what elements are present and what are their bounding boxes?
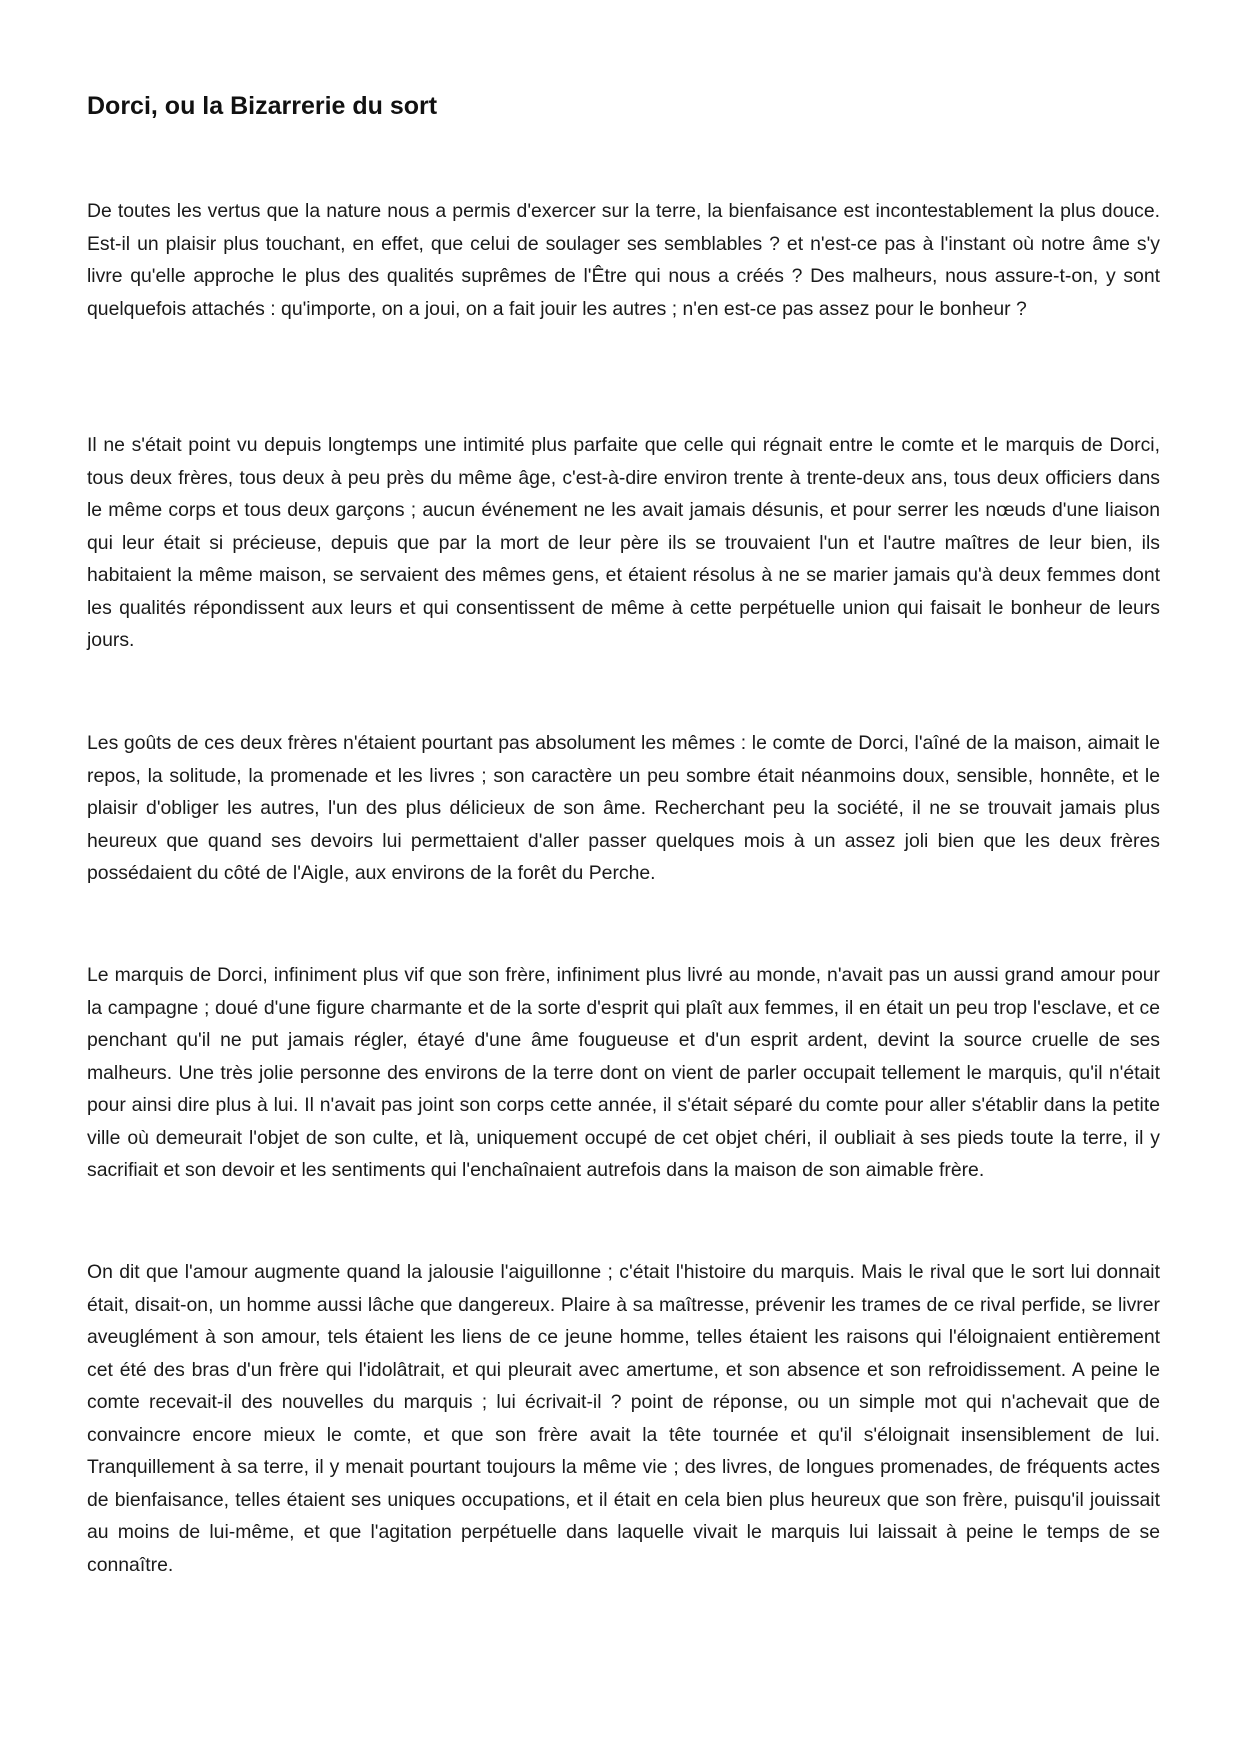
paragraph-2: Il ne s'était point vu depuis longtemps une intimité plus parfaite que celle qui régnait entre le comte et le marquis de Dorci, tous deux frères, tous deux à peu près du même âge, c'est-à-dire environ trente à trente-deux ans, tous deux officiers dans le même corps et tous deux garçons ; aucun événement ne les avait jamais désunis, et pour serrer les nœuds d'une liaison qui leur était si précieuse, depuis que par la mort de leur père ils se trouvaient l'un et l'autre maîtres de leur bien, ils habitaient la même maison, se servaient des mêmes gens, et étaient résolus à ne se marier jamais qu'à deux femmes dont les qualités répondissent aux leurs et qui consentissent de même à cette perpétuelle union qui faisait le bonheur de leurs jours. [87, 434, 1160, 651]
paragraph-5: On dit que l'amour augmente quand la jalousie l'aiguillonne ; c'était l'histoire du marquis. Mais le rival que le sort lui donnait était, disait-on, un homme aussi lâche que dangereux. Plaire à sa maîtresse, prévenir les trames de ce rival perfide, se livrer aveuglément à son amour, tels étaient les liens de ce jeune homme, telles étaient les raisons qui l'éloignaient entièrement cet été des bras d'un frère qui l'idolâtrait, et qui pleurait avec amertume, et son absence et son refroidissement. A peine le comte recevait-il des nouvelles du marquis ; lui écrivait-il ? point de réponse, ou un simple mot qui n'achevait que de convaincre encore mieux le comte, et que son frère avait la tête tournée et qu'il s'éloignait insensiblement de lui. Tranquillement à sa terre, il y menait pourtant toujours la même vie ; des livres, de longues promenades, de fréquents actes de bienfaisance, telles étaient ses uniques occupations, et il était en cela bien plus heureux que son frère, puisqu'il jouissait au moins de lui-même, et que l'agitation perpétuelle dans laquelle vivait le marquis lui laissait à peine le temps de se connaître. [87, 1261, 1160, 1576]
paragraph-4: Le marquis de Dorci, infiniment plus vif que son frère, infiniment plus livré au monde, n'avait pas un aussi grand amour pour la campagne ; doué d'une figure charmante et de la sorte d'esprit qui plaît aux femmes, il en était un peu trop l'esclave, et ce penchant qu'il ne put jamais régler, étayé d'une âme fougueuse et d'un esprit ardent, devint la source cruelle de ses malheurs. Une très jolie personne des environs de la terre dont on vient de parler occupait tellement le marquis, qu'il n'était pour ainsi dire plus à lui. Il n'avait pas joint son corps cette année, il s'était séparé du comte pour aller s'établir dans la petite ville où demeurait l'objet de son culte, et là, uniquement occupé de cet objet chéri, il oubliait à ses pieds toute la terre, il y sacrifiait et son devoir et les sentiments qui l'enchaînaient autrefois dans la maison de son aimable frère. [87, 964, 1160, 1181]
document-title: Dorci, ou la Bizarrerie du sort [87, 92, 438, 120]
paragraph-1: De toutes les vertus que la nature nous a permis d'exercer sur la terre, la bienfaisance est incontestablement la plus douce. Est-il un plaisir plus touchant, en effet, que celui de soulager ses semblables ? et n'est-ce pas à l'instant où notre âme s'y livre qu'elle approche le plus des qualités suprêmes de l'Être qui nous a créés ? Des malheurs, nous assure-t-on, y sont quelquefois attachés : qu'importe, on a joui, on a fait jouir les autres ; n'en est-ce pas assez pour le bonheur ? [87, 200, 1160, 320]
paragraph-3: Les goûts de ces deux frères n'étaient pourtant pas absolument les mêmes : le comte de Dorci, l'aîné de la maison, aimait le repos, la solitude, la promenade et les livres ; son caractère un peu sombre était néanmoins doux, sensible, honnête, et le plaisir d'obliger les autres, l'un des plus délicieux de son âme. Recherchant peu la société, il ne se trouvait jamais plus heureux que quand ses devoirs lui permettaient d'aller passer quelques mois à un assez joli bien que les deux frères possédaient du côté de l'Aigle, aux environs de la forêt du Perche. [87, 732, 1160, 884]
